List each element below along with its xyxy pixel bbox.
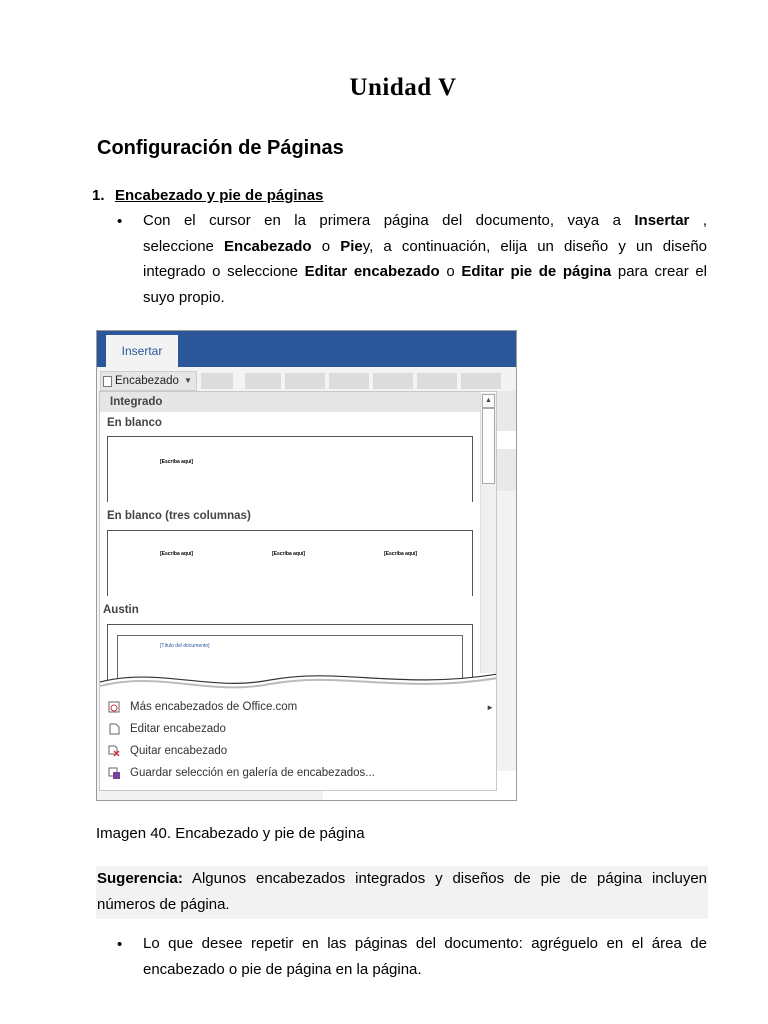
text-run: integrado o seleccione	[143, 263, 299, 280]
gallery-category-header: Integrado	[100, 392, 480, 412]
text-run: o	[446, 263, 455, 280]
placeholder-text: [Escriba aquí]	[160, 459, 194, 465]
text-run: o	[321, 237, 331, 255]
unit-title: Unidad V	[349, 74, 457, 101]
bullet-marker: •	[117, 936, 123, 953]
text-run: para crear el	[617, 263, 708, 280]
text-run: números de página.	[97, 895, 230, 913]
encabezado-button-label: Encabezado	[115, 375, 179, 387]
text-run: Lo que desee repetir en las páginas del documento: agréguelo en el área de	[143, 935, 707, 952]
menu-item-label: Quitar encabezado	[130, 745, 228, 757]
list-heading: Encabezado y pie de páginas	[115, 187, 324, 204]
gallery-thumbnail-en-blanco[interactable]	[107, 436, 473, 502]
text-run: ,	[702, 212, 707, 229]
bold-pie: Pie	[340, 237, 363, 255]
list-number: 1.	[92, 187, 105, 204]
toolbar-button[interactable]	[461, 373, 501, 389]
encabezado-button[interactable]	[100, 371, 197, 391]
menu-item-guardar-seleccion[interactable]	[108, 763, 375, 783]
tip-label: Sugerencia:	[97, 870, 183, 887]
save-gallery-icon	[108, 767, 120, 779]
text-run: encabezado o pie de página en la página.	[143, 960, 422, 978]
chevron-right-icon: ►	[486, 702, 494, 712]
remove-header-icon	[108, 745, 120, 757]
toolbar-button[interactable]	[373, 373, 413, 389]
tip-paragraph	[97, 866, 707, 917]
section-title: Configuración de Páginas	[97, 137, 344, 159]
placeholder-text: [Escriba aquí]	[384, 551, 418, 557]
bullet-marker: •	[117, 213, 123, 230]
page-icon	[108, 723, 120, 735]
page-icon	[103, 376, 112, 387]
toolbar-button[interactable]	[285, 373, 325, 389]
text-run: Con el cursor en la primera página del documento, vaya a	[143, 212, 621, 229]
gallery-item-label: En blanco (tres columnas)	[107, 510, 251, 522]
toolbar-button[interactable]	[329, 373, 369, 389]
text-run: suyo propio.	[143, 288, 225, 306]
bold-encabezado: Encabezado	[224, 237, 312, 255]
bold-insertar: Insertar	[634, 212, 690, 229]
toolbar-button[interactable]	[201, 373, 233, 389]
placeholder-text: [Título del documento]	[160, 643, 210, 649]
menu-item-label: Guardar selección en galería de encabezados...	[130, 767, 375, 779]
placeholder-text: [Escriba aquí]	[272, 551, 306, 557]
toolbar-button[interactable]	[245, 373, 281, 389]
toolbar-button[interactable]	[417, 373, 457, 389]
bullet-paragraph-1	[143, 208, 707, 310]
text-run: y, a continuación, elija un diseño y un diseño	[362, 237, 708, 255]
text-run: seleccione	[143, 237, 214, 255]
menu-item-label: Editar encabezado	[130, 723, 226, 735]
gallery-item-label: Austin	[103, 604, 139, 616]
bold-editar-encabezado: Editar encabezado	[304, 263, 440, 280]
chevron-down-icon: ▼	[183, 376, 192, 385]
placeholder-text: [Escriba aquí]	[160, 551, 194, 557]
bold-editar-pie: Editar pie de página	[461, 263, 612, 280]
office-globe-icon	[108, 701, 120, 713]
word-screenshot	[96, 330, 517, 801]
menu-item-label: Más encabezados de Office.com	[130, 701, 298, 713]
scroll-up-icon[interactable]: ▲	[482, 394, 495, 408]
encabezado-dropdown-panel	[99, 391, 497, 791]
gallery-item-label: En blanco	[107, 417, 162, 429]
document-backdrop	[497, 431, 517, 449]
scroll-thumb[interactable]	[482, 408, 495, 484]
bullet-paragraph-2	[143, 931, 707, 982]
tab-insertar[interactable]: Insertar	[106, 335, 178, 367]
gallery-thumbnail-tres-columnas[interactable]	[107, 530, 473, 596]
image-caption: Imagen 40. Encabezado y pie de página	[96, 825, 365, 842]
menu-item-editar-encabezado[interactable]	[108, 719, 226, 739]
menu-item-quitar-encabezado[interactable]	[108, 741, 227, 761]
menu-item-mas-encabezados[interactable]	[108, 697, 494, 717]
text-run: Algunos encabezados integrados y diseños de pie de página incluyen	[191, 870, 708, 887]
